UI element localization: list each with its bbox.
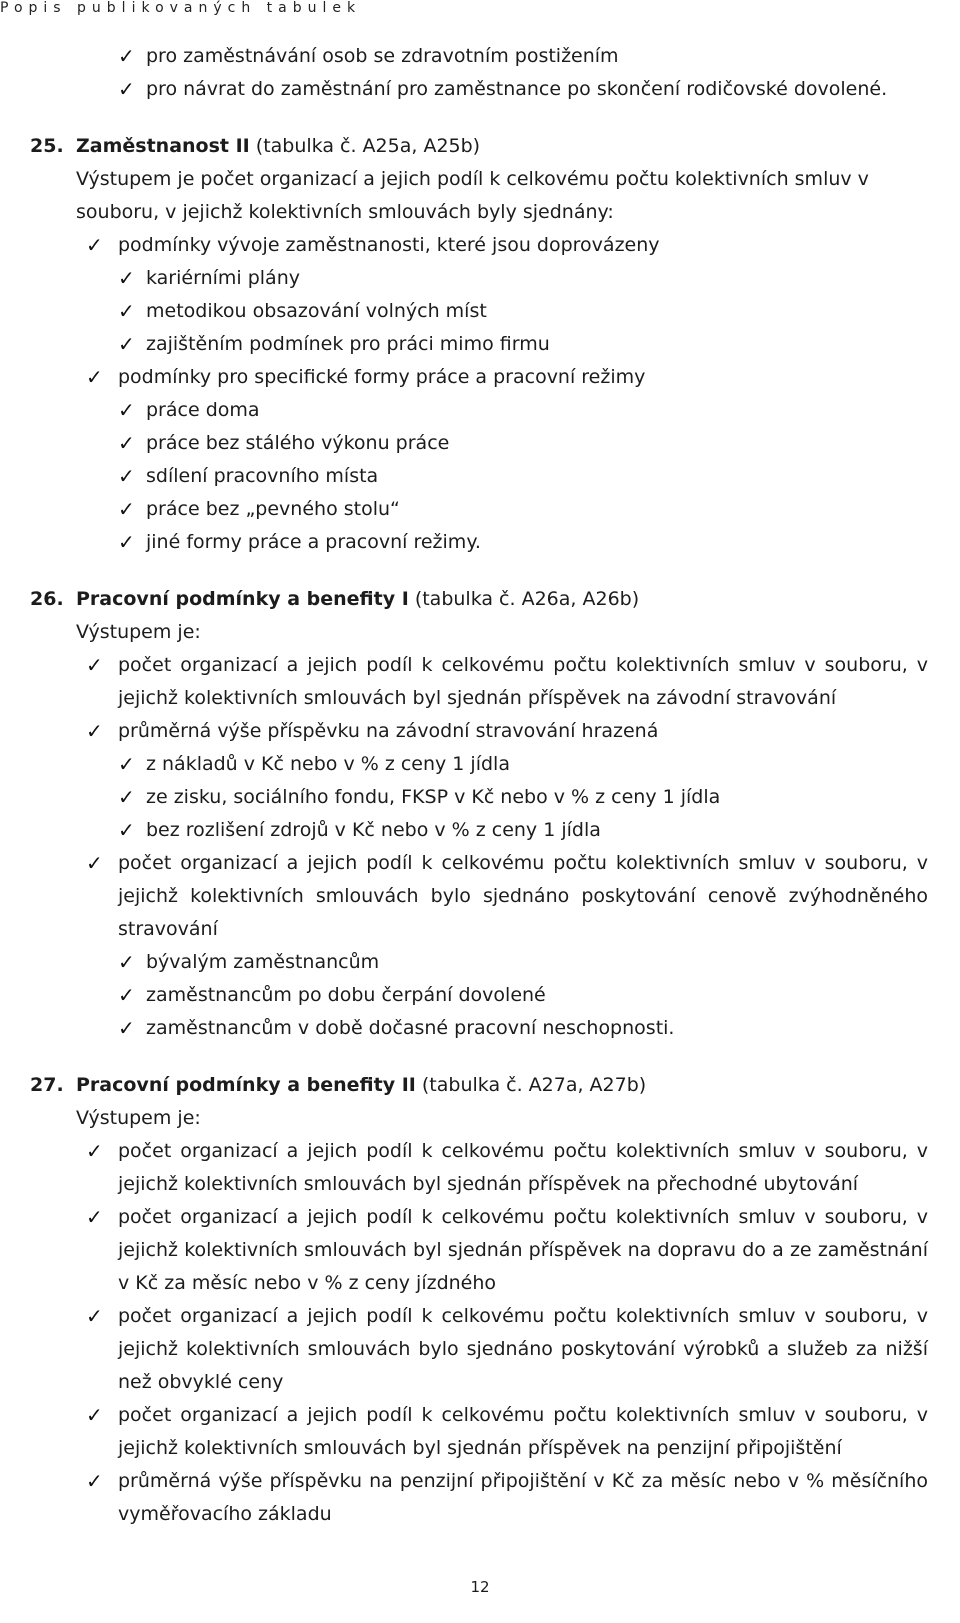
checkmark-icon: ✓ [118,785,135,809]
list-item: ✓ počet organizací a jejich podíl k celkovému počtu kolektivních smluv v souboru, v jejichž kolektivních smlouvách byl sjednán příspěvek na závodní stravování [30,649,928,715]
checkmark-icon: ✓ [118,464,135,488]
list-item: ✓ počet organizací a jejich podíl k celkovému počtu kolektivních smluv v souboru, v jejichž kolektivních smlouvách bylo sjednáno poskytování výrobků a služeb za nižší než obvyklé ceny [30,1300,928,1399]
section-intro: Výstupem je: [76,621,201,643]
list-item: ✓ podmínky vývoje zaměstnanosti, které jsou doprovázeny [30,229,928,262]
running-header: Popis publikovaných tabulek [0,0,362,16]
list-item: ✓ práce bez stálého výkonu práce [30,427,928,460]
checkmark-icon: ✓ [118,398,135,422]
list-item: ✓ jiné formy práce a pracovní režimy. [30,526,928,559]
section-heading-25: 25. Zaměstnanost II (tabulka č. A25a, A25b) [30,135,481,157]
checkmark-icon: ✓ [118,299,135,323]
checkmark-icon: ✓ [118,431,135,455]
checkmark-icon: ✓ [118,752,135,776]
checkmark-icon: ✓ [118,818,135,842]
list-item: ✓ metodikou obsazování volných míst [30,295,928,328]
list-item: ✓ počet organizací a jejich podíl k celkovému počtu kolektivních smluv v souboru, v jejichž kolektivních smlouvách byl sjednán příspěvek na přechodné ubytování [30,1135,928,1201]
page-number: 12 [470,1578,490,1596]
section-heading-26: 26. Pracovní podmínky a benefity I (tabulka č. A26a, A26b) [30,588,640,610]
checkmark-icon: ✓ [118,77,135,101]
list-item: ✓ počet organizací a jejich podíl k celkovému počtu kolektivních smluv v souboru, v jejichž kolektivních smlouvách bylo sjednáno poskytování cenově zvýhodněného stravování [30,847,928,946]
list-item: ✓ kariérními plány [30,262,928,295]
checkmark-icon: ✓ [86,1304,103,1328]
checkmark-icon: ✓ [86,1205,103,1229]
checkmark-icon: ✓ [118,497,135,521]
list-item: ✓ zaměstnancům v době dočasné pracovní neschopnosti. [30,1012,928,1045]
checkmark-icon: ✓ [86,1403,103,1427]
checkmark-icon: ✓ [86,1139,103,1163]
checkmark-icon: ✓ [86,233,103,257]
checkmark-icon: ✓ [118,950,135,974]
section-heading-27: 27. Pracovní podmínky a benefity II (tabulka č. A27a, A27b) [30,1074,647,1096]
list-item: ✓ z nákladů v Kč nebo v % z ceny 1 jídla [30,748,928,781]
list-item: ✓ ze zisku, sociálního fondu, FKSP v Kč nebo v % z ceny 1 jídla [30,781,928,814]
list-item: ✓ pro návrat do zaměstnání pro zaměstnance po skončení rodičovské dovolené. [30,73,928,106]
list-item: ✓ zajištěním podmínek pro práci mimo firmu [30,328,928,361]
list-item: ✓ práce doma [30,394,928,427]
list-item: ✓ zaměstnancům po dobu čerpání dovolené [30,979,928,1012]
checkmark-icon: ✓ [86,719,103,743]
list-item: ✓ bez rozlišení zdrojů v Kč nebo v % z ceny 1 jídla [30,814,928,847]
checkmark-icon: ✓ [86,653,103,677]
list-item: ✓ průměrná výše příspěvku na závodní stravování hrazená [30,715,928,748]
checkmark-icon: ✓ [118,1016,135,1040]
list-item: ✓ počet organizací a jejich podíl k celkovému počtu kolektivních smluv v souboru, v jejichž kolektivních smlouvách byl sjednán příspěvek na dopravu do a ze zaměstnání v Kč za měsíc nebo v % z ceny jízdného [30,1201,928,1300]
section-intro: Výstupem je počet organizací a jejich podíl k celkovému počtu kolektivních smluv v souboru, v jejichž kolektivních smlouvách byly sjednány: [76,168,869,223]
checkmark-icon: ✓ [118,266,135,290]
checkmark-icon: ✓ [86,1469,103,1493]
list-item: ✓ sdílení pracovního místa [30,460,928,493]
checkmark-icon: ✓ [86,851,103,875]
list-item: ✓ průměrná výše příspěvku na penzijní připojištění v Kč za měsíc nebo v % měsíčního vyměřovacího základu [30,1465,928,1531]
checkmark-icon: ✓ [118,44,135,68]
section-intro: Výstupem je: [76,1107,201,1129]
checkmark-icon: ✓ [118,332,135,356]
checkmark-icon: ✓ [118,983,135,1007]
checkmark-icon: ✓ [86,365,103,389]
checkmark-icon: ✓ [118,530,135,554]
list-item: ✓ podmínky pro specifické formy práce a pracovní režimy [30,361,928,394]
document-body [30,40,928,1531]
list-item: ✓ bývalým zaměstnancům [30,946,928,979]
list-item: ✓ počet organizací a jejich podíl k celkovému počtu kolektivních smluv v souboru, v jejichž kolektivních smlouvách byl sjednán příspěvek na penzijní připojištění [30,1399,928,1465]
list-item: ✓ práce bez „pevného stolu“ [30,493,928,526]
list-item: ✓ pro zaměstnávání osob se zdravotním postižením [30,40,928,73]
